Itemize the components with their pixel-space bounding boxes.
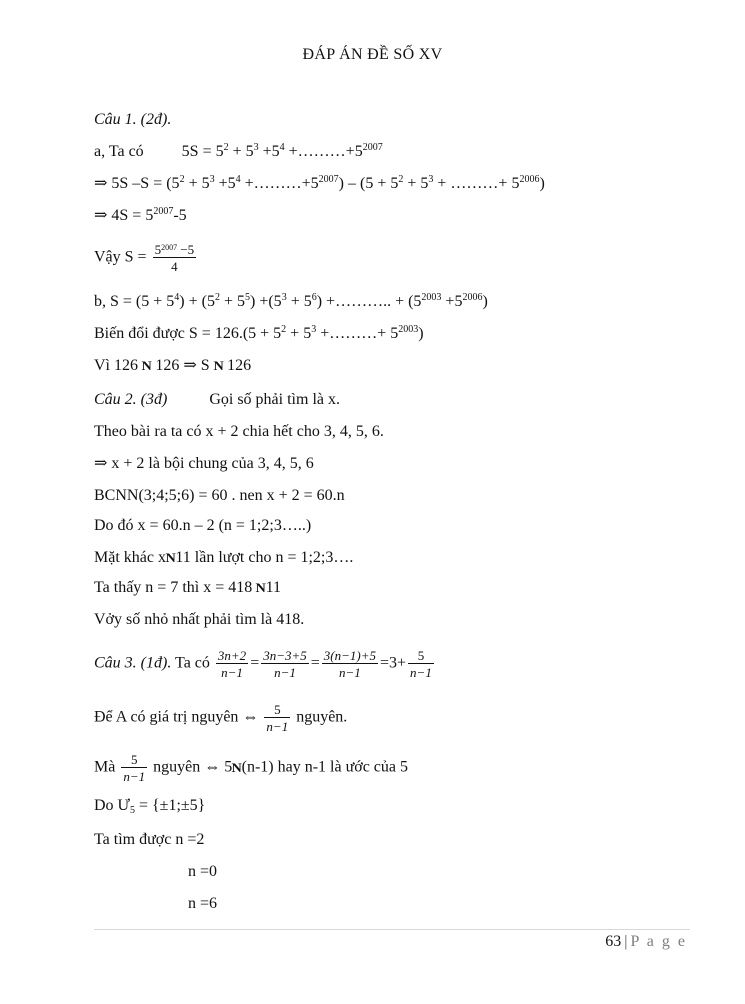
- q3-fraction-4: $\frac{5}{n-1}$: [410, 648, 432, 680]
- page-title: ĐÁP ÁN ĐỀ SỐ XV: [302, 46, 443, 63]
- q3-heading: Câu 3. (1đ).: [94, 654, 172, 672]
- q2-line-7: Vởy số nhỏ nhất phải tìm là 418.: [94, 611, 305, 628]
- divisible-symbol: N: [255, 580, 267, 595]
- q1-vay-line: [94, 242, 198, 274]
- q3-de-line: Để A có giá trị nguyên ⇔ $\frac{5}{n-1}$ nguyên.: [94, 702, 348, 734]
- q1-b-line: b, $S = (5 + 5^4) + (5^2 + 5^5) +(5^3 + 5^6)$ +……….. + $(5^{2003} +5^{2006})$: [94, 292, 488, 310]
- q2-line-6: Ta thấy n = 7 thì x = 418 N11: [94, 579, 282, 596]
- q3-fraction-1: $\frac{3n+2}{n-1}$: [217, 648, 247, 680]
- divisible-symbol: N: [141, 358, 152, 373]
- q1-a-line: [94, 142, 383, 162]
- q3-n0-line: n =0: [188, 863, 218, 880]
- q3-tim-line: Ta tìm được n =2: [94, 831, 205, 848]
- q3-fraction-2: $\frac{3n-3+5}{n-1}$: [263, 648, 307, 680]
- q1-step1: ⇒ 5S $-S = (5^2 + 5^3 +5^4$ $+\dots\dots\dots+5^{2007}) - (5 + 5^2 + 5^3$ + ………+ $5^{2006}$): [94, 174, 545, 192]
- q1-step2: ⇒ $4S = 5^{2007}-5$: [94, 206, 187, 224]
- q1-heading: Câu 1. (2đ).: [94, 111, 172, 128]
- q2-line-1: Theo bài ra ta có x + 2 chia hết cho 3, 4, 5, 6.: [94, 423, 384, 440]
- q2-heading: Câu 2. (3đ): [94, 391, 168, 408]
- q1-vi-line: Vì 126 N 126 ⇒ S N 126: [94, 357, 252, 374]
- footer-separator: |: [624, 933, 628, 950]
- q3-ma-line: Mà $\frac{5}{n-1}$ nguyên ⇔ 5N(n-1) hay n-1 là ước của 5: [94, 752, 409, 784]
- page-label: P a g e: [630, 933, 687, 950]
- q1-bien-doi: Biến đổi được $S = 126.(5 + 5^2 + 5^3$ +………+ $5^{2003}$): [94, 324, 424, 342]
- q2-heading-line: [94, 390, 340, 410]
- q2-intro: Gọi số phải tìm là x.: [209, 391, 340, 408]
- q3-ma-fraction: $\frac{5}{n-1}$: [123, 752, 146, 784]
- q3-taco: Ta có: [175, 654, 210, 672]
- q3-n6-line: n =6: [188, 895, 218, 912]
- q3-fraction-3: $\frac{3(n-1)+5}{n-1}$: [323, 648, 376, 680]
- q1-a-prefix: a, Ta có: [94, 143, 144, 160]
- q1-vay-prefix: Vậy S =: [94, 248, 147, 266]
- page-footer: [605, 933, 687, 951]
- q2-line-3: BCNN(3;4;5;6) = 60 . nen x + 2 = 60.n: [94, 487, 345, 504]
- q1-vay-fraction: $\frac{5^{2007} -5}{4}$: [154, 242, 195, 274]
- q2-line-4: Do đó x = 60.n – 2 (n = 1;2;3…..): [94, 517, 312, 534]
- q3-de-fraction: $\frac{5}{n-1}$: [266, 702, 289, 734]
- q2-line-2: ⇒ x + 2 là bội chung của 3, 4, 5, 6: [94, 455, 314, 472]
- footer-divider: [94, 929, 690, 930]
- q3-do-line: Do $Ư_5$ = {±1;±5}: [94, 797, 206, 816]
- q2-line-5: Mặt khác xN11 lần lượt cho n = 1;2;3….: [94, 549, 354, 566]
- divisible-symbol: N: [231, 759, 243, 775]
- page-number: 63: [605, 933, 622, 950]
- q3-heading-line: Câu 3. (1đ). Ta có $\frac{3n+2}{n-1}$ = $\frac{3n-3+5}{n-1}$ = $\frac{3(n-1)+5}{n-1}$ =3+ $\frac{5}{n-1}$: [94, 648, 432, 680]
- q1-a-expr: $5S = 5^2 + 5^3 +5^4$ $+\dots\dots\dots+5^{2007}$: [181, 142, 383, 160]
- divisible-symbol: N: [165, 550, 176, 565]
- divisible-symbol: N: [213, 358, 224, 373]
